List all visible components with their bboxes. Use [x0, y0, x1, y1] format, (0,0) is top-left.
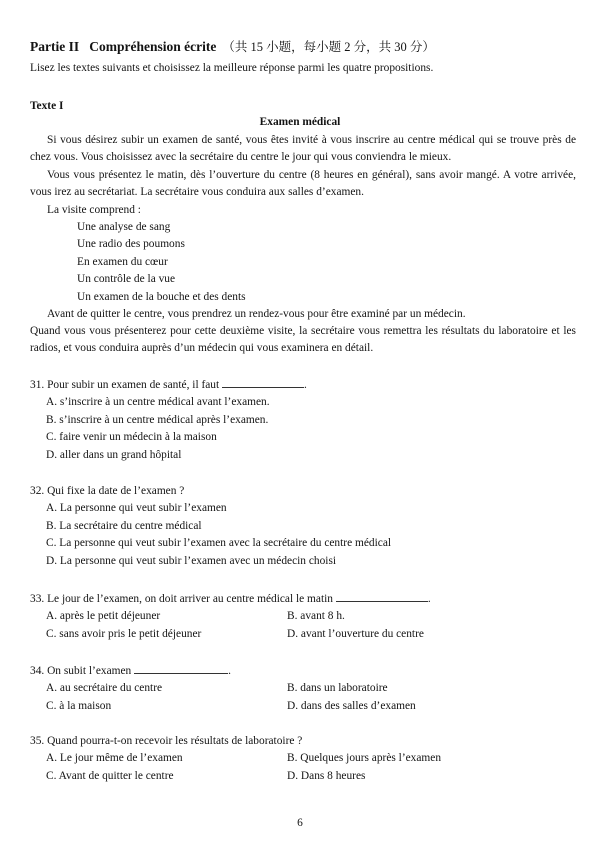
paragraph-1: Si vous désirez subir un examen de santé, vous êtes invité à vous inscrire au centre médical qui se trouve près de chez vous. Vous choisissez avec la secrétaire du centre le jour qui vous conviendra le mieux. — [30, 134, 576, 164]
option-d[interactable]: D. La personne qui veut subir l’examen avec un médecin choisi — [46, 554, 337, 567]
option-d[interactable]: D. aller dans un grand hôpital — [46, 448, 182, 461]
question-31 — [30, 376, 590, 464]
visit-list — [77, 219, 246, 306]
option-b[interactable]: B. s’inscrire à un centre médical après l’examen. — [46, 413, 269, 426]
article-title: Examen médical — [259, 116, 341, 128]
part-scoring-note: （共 15 小题，每小题 2 分，共 30 分） — [222, 40, 435, 54]
option-c[interactable]: C. Avant de quitter le centre — [46, 769, 174, 782]
visit-item: Un examen de la bouche et des dents — [77, 290, 246, 303]
options-grid — [30, 680, 590, 715]
question-stem: 31. Pour subir un examen de santé, il faut . — [30, 376, 590, 394]
option-c[interactable]: C. La personne qui veut subir l’examen avec la secrétaire du centre médical — [46, 537, 392, 550]
question-33 — [30, 590, 590, 643]
question-32 — [30, 483, 590, 570]
answer-blank — [336, 590, 428, 602]
option-a[interactable]: A. La personne qui veut subir l’examen — [46, 502, 227, 515]
answer-blank — [134, 662, 228, 674]
option-a[interactable]: A. au secrétaire du centre — [46, 682, 163, 695]
instructions: Lisez les textes suivants et choisissez la meilleure réponse parmi les quatre propositions. — [30, 62, 434, 74]
question-35 — [30, 733, 590, 785]
visit-item: Une analyse de sang — [77, 221, 171, 233]
question-34 — [30, 662, 590, 715]
option-b[interactable]: B. avant 8 h. — [287, 610, 345, 623]
answer-blank — [222, 376, 304, 388]
options-grid — [30, 608, 590, 643]
option-d[interactable]: D. dans des salles d’examen — [287, 699, 416, 712]
question-stem: 32. Qui fixe la date de l’examen ? — [30, 485, 185, 497]
paragraph-2: Vous vous présentez le matin, dès l’ouverture du centre (8 heures en général), sans avoir mangé. A votre arrivée, vous irez au secrétariat. La secrétaire vous conduira aux salles d’examen. — [30, 169, 576, 199]
part-label: Partie II — [30, 39, 80, 54]
part-heading — [30, 38, 435, 56]
visit-item: En examen du cœur — [77, 255, 168, 268]
paragraph-4: Quand vous vous présenterez pour cette deuxième visite, la secrétaire vous remettra les résultats du laboratoire et les radios, et vous conduira auprès d’un médecin qui vous examinera en détail. — [30, 325, 576, 355]
page-number: 6 — [297, 817, 303, 829]
visit-item: Une radio des poumons — [77, 238, 185, 251]
option-d[interactable]: D. avant l’ouverture du centre — [287, 627, 424, 640]
option-a[interactable]: A. après le petit déjeuner — [46, 610, 161, 623]
part-title: Compréhension écrite — [89, 39, 217, 54]
options-grid — [30, 750, 590, 785]
option-c[interactable]: C. faire venir un médecin à la maison — [46, 431, 217, 444]
texte-label: Texte I — [30, 100, 64, 112]
visit-item: Un contrôle de la vue — [77, 273, 176, 286]
option-b[interactable]: B. Quelques jours après l’examen — [287, 752, 442, 765]
option-b[interactable]: B. La secrétaire du centre médical — [46, 519, 202, 532]
option-c[interactable]: C. sans avoir pris le petit déjeuner — [46, 627, 202, 640]
question-stem: 34. On subit l’examen . — [30, 662, 590, 680]
option-c[interactable]: C. à la maison — [46, 699, 112, 712]
question-stem: 33. Le jour de l’examen, on doit arriver au centre médical le matin . — [30, 590, 590, 608]
question-stem: 35. Quand pourra-t-on recevoir les résultats de laboratoire ? — [30, 735, 303, 747]
paragraph-3: Avant de quitter le centre, vous prendrez un rendez-vous pour être examiné par un médecin. — [47, 308, 466, 320]
option-d[interactable]: D. Dans 8 heures — [287, 769, 366, 782]
option-a[interactable]: A. s’inscrire à un centre médical avant l’examen. — [46, 396, 270, 409]
visit-intro: La visite comprend : — [47, 204, 141, 216]
option-a[interactable]: A. Le jour même de l’examen — [46, 752, 183, 765]
option-b[interactable]: B. dans un laboratoire — [287, 682, 388, 695]
